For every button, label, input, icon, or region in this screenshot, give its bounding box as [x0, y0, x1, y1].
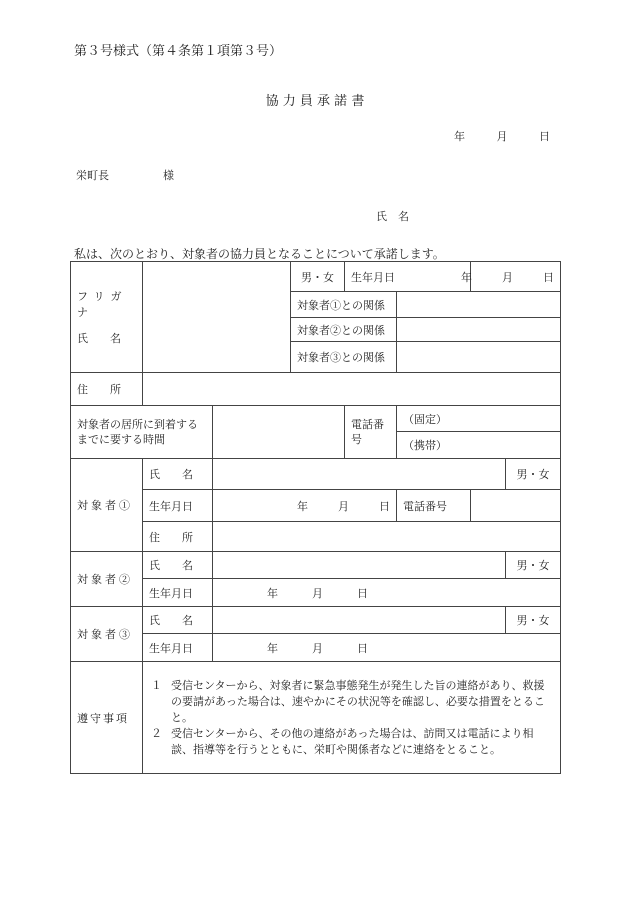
rule-item-2 [151, 726, 552, 758]
addressee-name: 栄町長 [76, 169, 109, 182]
subject-3-dob-field[interactable] [213, 634, 561, 662]
subject-2-dob-label: 生年月日 [143, 579, 213, 607]
date-line [426, 128, 550, 144]
subject-2-name-field[interactable] [213, 552, 506, 579]
phone-fixed-label: （固定） [403, 412, 447, 426]
intro-statement: 私は、次のとおり、対象者の協力員となることについて承諾します。 [74, 247, 445, 261]
subject-2-dob-year: 年 [267, 586, 278, 600]
subject-3-dob-label: 生年月日 [143, 634, 213, 662]
subject-2-gender[interactable]: 男・女 [506, 552, 561, 579]
subject-1-label: 対象者① [71, 459, 143, 552]
subject-1-dob-field[interactable] [213, 490, 397, 522]
subject-3-dob-year: 年 [267, 641, 278, 655]
subject-1-address-label: 住 所 [143, 522, 213, 552]
rule-1-number: １ [151, 678, 162, 692]
consent-form-table [70, 261, 561, 774]
cooperator-gender[interactable]: 男・女 [291, 262, 345, 292]
relation-2-label: 対象者②との関係 [291, 318, 397, 342]
cooperator-address-label: 住 所 [71, 373, 143, 406]
cooperator-dob-label: 生年月日 [345, 262, 471, 292]
subject-1-dob-month: 月 [338, 499, 349, 513]
rules-label: 遵守事項 [71, 662, 143, 774]
cooperator-dob-month: 月 [502, 270, 513, 284]
cooperator-dob-field[interactable] [461, 262, 561, 292]
relation-3-field[interactable] [397, 342, 561, 373]
subject-3-gender[interactable]: 男・女 [506, 607, 561, 634]
subject-1-phone-field[interactable] [471, 490, 561, 522]
subject-3-name-field[interactable] [213, 607, 506, 634]
subject-2-dob-day: 日 [357, 586, 368, 600]
rule-item-1 [151, 678, 552, 726]
subject-1-gender[interactable]: 男・女 [506, 459, 561, 490]
cooperator-name-label: 氏 名 [77, 332, 121, 345]
cooperator-dob-year: 年 [461, 270, 472, 284]
date-month: 月 [496, 130, 508, 143]
subject-1-name-label: 氏 名 [143, 459, 213, 490]
travel-time-field[interactable] [213, 406, 345, 459]
subject-1-dob-label: 生年月日 [143, 490, 213, 522]
phone-fixed-field[interactable] [397, 406, 560, 432]
subject-2-name-label: 氏 名 [143, 552, 213, 579]
subject-1-dob-day: 日 [379, 499, 390, 513]
subject-3-dob-day: 日 [357, 641, 368, 655]
relation-1-label: 対象者①との関係 [291, 292, 397, 318]
phone-mobile-label: （携帯） [403, 439, 447, 452]
subject-1-phone-label: 電話番号 [397, 490, 471, 522]
relation-3-label: 対象者③との関係 [291, 342, 397, 373]
date-day: 日 [539, 130, 550, 143]
cooperator-name-field[interactable] [143, 262, 291, 373]
applicant-name-label: 氏 名 [376, 210, 409, 223]
subject-1-dob-year: 年 [297, 499, 308, 513]
relation-2-field[interactable] [397, 318, 561, 342]
addressee-honorific: 様 [163, 169, 174, 182]
cooperator-dob-day: 日 [543, 270, 554, 284]
subject-1-name-field[interactable] [213, 459, 506, 490]
rule-2-number: ２ [151, 726, 162, 740]
form-number: 第３号様式（第４条第１項第３号） [74, 44, 283, 59]
relation-1-field[interactable] [397, 292, 561, 318]
subject-2-label: 対象者② [71, 552, 143, 607]
subject-1-address-field[interactable] [213, 522, 561, 552]
rule-2-text: 受信センターから、その他の連絡があった場合は、訪問又は電話により相談、指導等を行うとともに、栄町や関係者などに連絡をとること。 [171, 726, 534, 756]
subject-3-dob-month: 月 [312, 641, 323, 655]
subject-3-label: 対象者③ [71, 607, 143, 662]
subject-3-name-label: 氏 名 [143, 607, 213, 634]
date-year: 年 [454, 130, 465, 143]
furigana-name-header [71, 262, 143, 373]
cooperator-phone-cell [397, 406, 561, 459]
addressee [76, 167, 174, 183]
cooperator-address-field[interactable] [143, 373, 561, 406]
furigana-label: フリガナ [77, 290, 128, 319]
document-title: 協 力 員 承 諾 書 [265, 94, 365, 109]
subject-2-dob-field[interactable] [213, 579, 561, 607]
rules-content [143, 662, 561, 774]
travel-time-label: 対象者の居所に到着するまでに要する時間 [71, 406, 213, 459]
phone-mobile-field[interactable] [397, 432, 560, 458]
rule-1-text: 受信センターから、対象者に緊急事態発生が発生した旨の連絡があり、救援の要請があった場合は、速やかにその状況等を確認し、必要な措置をとること。 [171, 678, 545, 724]
subject-2-dob-month: 月 [312, 586, 323, 600]
cooperator-phone-label: 電話番号 [345, 406, 397, 459]
